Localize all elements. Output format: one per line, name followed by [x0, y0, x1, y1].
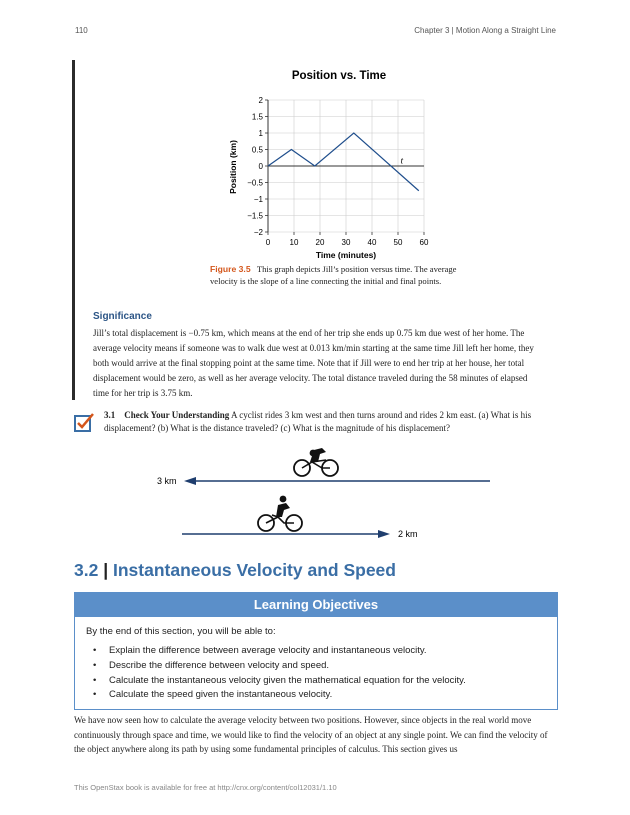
label-3km: 3 km	[157, 476, 177, 486]
y-tick-label: −1	[253, 195, 263, 204]
y-tick-label: −2	[253, 228, 263, 237]
cyclist-top-icon	[294, 448, 338, 476]
east-arrowhead	[378, 530, 390, 538]
x-tick-labels	[266, 238, 429, 247]
chart-axes	[265, 100, 424, 235]
y-tick-labels	[247, 96, 263, 237]
cyclist-bottom-icon	[258, 496, 302, 531]
x-tick-label: 40	[367, 238, 377, 247]
y-tick-label: −1.5	[247, 211, 263, 221]
objective-item: • Explain the difference between average velocity and instantaneous velocity.	[93, 644, 466, 659]
series-line	[268, 133, 419, 191]
x-tick-label: 0	[265, 238, 271, 247]
x-tick-label: 60	[419, 238, 429, 247]
learning-objectives-box	[74, 592, 558, 710]
figure-label: Figure 3.5	[210, 264, 251, 274]
body-paragraph: We have now seen how to calculate the average velocity between two positions. However, since objects in the real world move continuously through space and time, we would like to find the velocity of an object at any single point. We can find the velocity of the object anywhere along its path by using some fundamental principles of calculus. This section gives us	[74, 715, 548, 754]
y-axis-label: Position (km)	[228, 140, 238, 194]
section-separator: |	[103, 560, 109, 580]
page-footer: This OpenStax book is available for free at http://cnx.org/content/col12031/1.10	[74, 783, 337, 792]
check-your-understanding-icon	[73, 412, 95, 434]
section-title-text: Instantaneous Velocity and Speed	[112, 560, 396, 580]
section-title	[74, 560, 396, 581]
x-tick-label: 10	[289, 238, 299, 247]
chart-annotation-t: t	[400, 155, 404, 166]
check-your-understanding	[104, 409, 549, 435]
running-head: Chapter 3 | Motion Along a Straight Line	[414, 26, 556, 35]
label-2km: 2 km	[398, 529, 418, 539]
y-tick-label: 2	[258, 96, 263, 105]
x-tick-label: 20	[315, 238, 325, 247]
cyclist-figure	[150, 448, 490, 548]
check-number: 3.1	[104, 410, 116, 420]
learning-objectives-intro: By the end of this section, you will be able to:	[86, 626, 276, 637]
significance-heading: Significance	[93, 311, 152, 322]
objective-item: • Describe the difference between velocity and speed.	[93, 659, 466, 674]
x-tick-label: 50	[393, 238, 403, 247]
x-tick-label: 30	[341, 238, 351, 247]
y-tick-label: 0.5	[251, 145, 263, 155]
example-side-rule	[72, 60, 75, 400]
check-text: A cyclist rides 3 km west and then turns around and rides 2 km east. (a) What is his displacement? (b) What is the distance traveled? (c) What is the magnitude of his displacement?	[104, 410, 532, 433]
check-title: Check Your Understanding	[124, 410, 230, 420]
significance-text: Jill’s total displacement is −0.75 km, which means at the end of her trip she ends up 0.75 km due west of her home. The average velocity means if someone was to walk due west at 0.013 km/min starting at the same time Jill left her home, they both would arrive at the final stopping point at the same time. Note that if Jill were to end her trip at her house, her total displacement would be zero, as well as her average velocity. The total distance traveled during the 58 minutes of elapsed time for her trip is 3.75 km.	[93, 328, 534, 398]
y-tick-label: 1.5	[251, 112, 263, 122]
position-time-chart	[200, 62, 450, 262]
page-number: 110	[75, 26, 88, 35]
figure-caption	[210, 263, 460, 287]
x-axis-label: Time (minutes)	[315, 250, 377, 260]
learning-objectives-heading: Learning Objectives	[75, 593, 557, 617]
section-number: 3.2	[74, 560, 99, 580]
objective-item: • Calculate the instantaneous velocity given the mathematical equation for the velocity.	[93, 674, 466, 689]
learning-objectives-list	[93, 644, 466, 703]
y-tick-label: −0.5	[247, 178, 263, 188]
y-tick-label: 0	[258, 162, 263, 171]
caption-text: This graph depicts Jill’s position versus time. The average velocity is the slope of a line connecting the initial and final points.	[210, 264, 457, 286]
y-tick-label: 1	[258, 129, 263, 138]
objective-item: • Calculate the speed given the instantaneous velocity.	[93, 688, 466, 703]
west-arrowhead	[184, 477, 196, 485]
chart-title: Position vs. Time	[291, 70, 387, 82]
